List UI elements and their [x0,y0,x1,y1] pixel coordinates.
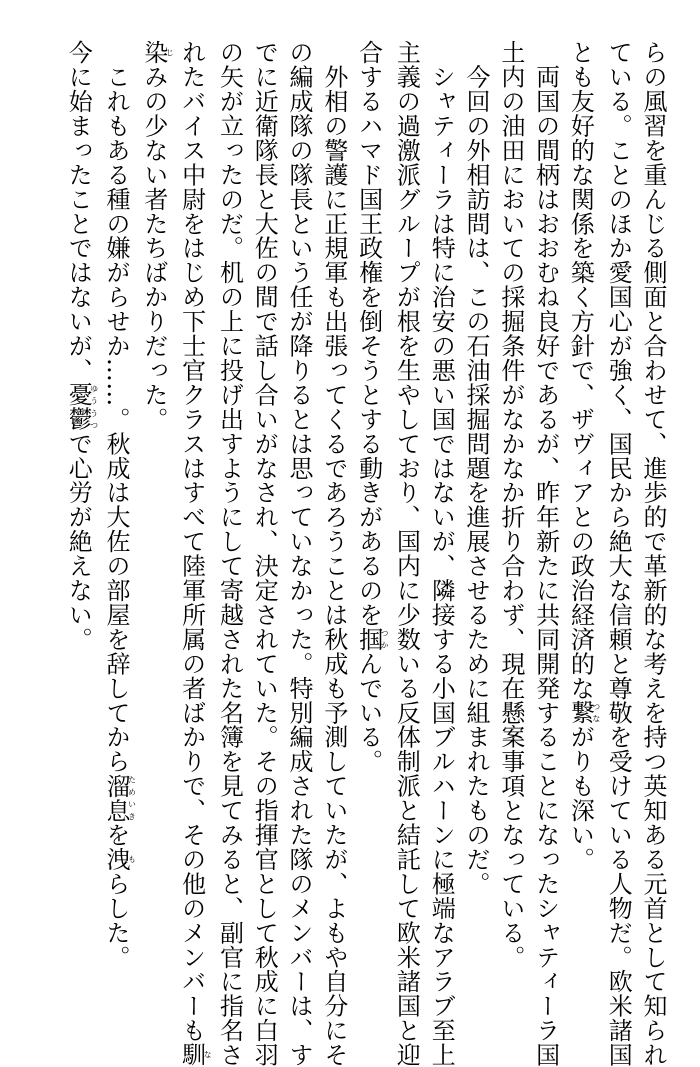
furigana-tsuka: 掴つか [354,626,390,652]
text-line: これもある種の嫌がらせか……。秋成は大佐の部屋を辞してから溜息ためいきを洩もらした。 [102,40,137,970]
furigana-tsuna: 繋つな [566,700,601,725]
text-line: れたバイス中尉をはじめ下士官クラスはすべて陸軍所属の者ばかりで、その他のメンバーも馴な [177,40,213,1067]
text-line: 今回の外相訪問は、この石油採掘問題を進展させるために組まれたものだ。 [462,40,491,896]
text-line: 両国の間柄はおおむね良好であるが、昨年新たに共同開発することになったシャティーラ国 [531,40,560,1067]
furigana-reading: ためいき [127,773,137,823]
text-line: らの風習を重んじる側面と合わせて、進歩的で革新的な考えを持つ英知ある元首として知られ [639,40,667,1067]
furigana-na: 馴な [177,1042,213,1067]
furigana-reading: ゆううつ [89,382,99,432]
furigana-reading: じ [165,40,175,65]
text-line: ている。ことのほか愛国心が強く、国民から絶大な信頼と尊敬を受けている人物だ。欧米諸国 [604,40,633,1067]
vertical-text-block [60,40,670,1067]
furigana-yuuutsu: 憂鬱ゆううつ [64,382,99,432]
text-line: とも友好的な関係を築く方針で、ザヴィアとの政治経済的な繋つながりも深い。 [566,40,601,872]
text-line: 染じみの少ない者たちばかりだった。 [139,40,175,432]
furigana-reading: つな [591,700,601,725]
text-line: 主義の過激派グループが根を生やしており、国内に少数いる反体制派と結託して欧米諸国と迎 [392,40,421,1067]
text-line: の編成隊の隊長という任が降りるとは思っていなかった。特別編成された隊のメンバーは、す [285,40,314,1067]
furigana-ji: 染じ [139,40,175,65]
furigana-reading: な [203,1042,213,1067]
text-line: 合するハマド国王政権を倒そうとする動きがあるのを掴つかんでいる。 [354,40,390,774]
text-line: でに近衛隊長と大佐の間で話し合いがなされ、決定されていた。その指揮官として秋成に白羽 [250,40,279,1067]
furigana-tameiki: 溜息ためいき [102,773,137,823]
text-line: 外相の警護に正規軍も出張ってくるであろうことは秋成も予測していたが、よもや自分にそ [319,40,348,1067]
furigana-mo: 洩も [102,846,137,872]
text-line: の矢が立ったのだ。机の上に投げ出すようにして寄越された名簿を見てみると、副官に指名さ [215,40,244,1067]
furigana-reading: つか [380,626,390,652]
text-line: シャティーラは特に治安の悪い国ではないが、隣接する小国ブルハーンに極端なアラブ至上 [427,40,456,1067]
furigana-reading: も [127,846,137,872]
text-line: 土内の油田においての採掘条件がなかなか折り合わず、現在懸案事項となっている。 [496,40,525,970]
text-line: 今に始まったことではないが、憂鬱ゆううつで心労が絶えない。 [64,40,99,652]
